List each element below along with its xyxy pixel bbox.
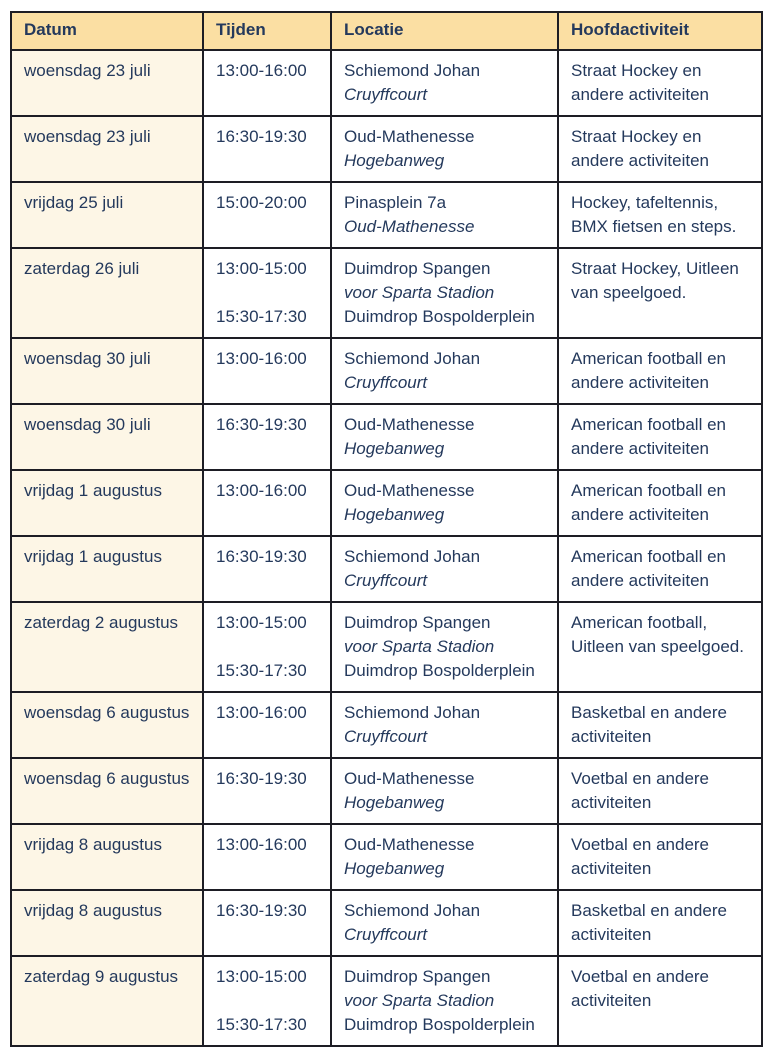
cell-line: 13:00-16:00	[216, 349, 307, 368]
cell-line	[216, 989, 318, 1013]
times-cell	[203, 692, 331, 758]
header-cell-locatie: Locatie	[331, 12, 558, 50]
cell-line: Duimdrop Spangen	[344, 613, 491, 632]
table-row	[11, 956, 762, 1046]
cell-line: 15:30-17:30	[216, 307, 307, 326]
date-cell: vrijdag 8 augustus	[11, 890, 203, 956]
location-sub-line: Cruyffcourt	[344, 373, 428, 392]
schedule-table-header	[11, 12, 762, 50]
table-row	[11, 338, 762, 404]
cell-line	[216, 635, 318, 659]
cell-line: 16:30-19:30	[216, 769, 307, 788]
location-sub-line: voor Sparta Stadion	[344, 283, 495, 302]
cell-line: Duimdrop Bospolderplein	[344, 1015, 535, 1034]
activity-cell: Hockey, tafeltennis, BMX fietsen en steps.	[558, 182, 762, 248]
activity-cell: Straat Hockey en andere activiteiten	[558, 116, 762, 182]
date-cell: woensdag 6 augustus	[11, 692, 203, 758]
cell-line: Oud-Mathenesse	[344, 481, 475, 500]
cell-line: Duimdrop Spangen	[344, 259, 491, 278]
table-row	[11, 824, 762, 890]
activity-cell: Voetbal en andere activiteiten	[558, 956, 762, 1046]
activity-cell: American football en andere activiteiten	[558, 536, 762, 602]
date-cell: woensdag 23 juli	[11, 50, 203, 116]
location-sub-line: Cruyffcourt	[344, 571, 428, 590]
schedule-table-body	[11, 50, 762, 1046]
cell-line: 15:00-20:00	[216, 193, 307, 212]
cell-line	[216, 281, 318, 305]
location-cell	[331, 536, 558, 602]
date-cell: vrijdag 25 juli	[11, 182, 203, 248]
header-row	[11, 12, 762, 50]
activity-cell: Straat Hockey, Uitleen van speelgoed.	[558, 248, 762, 338]
times-cell	[203, 404, 331, 470]
times-cell	[203, 536, 331, 602]
date-cell: zaterdag 2 augustus	[11, 602, 203, 692]
activity-cell: American football en andere activiteiten	[558, 470, 762, 536]
table-row	[11, 404, 762, 470]
location-cell	[331, 890, 558, 956]
location-cell	[331, 956, 558, 1046]
date-cell: vrijdag 1 augustus	[11, 470, 203, 536]
location-cell	[331, 182, 558, 248]
cell-line: 16:30-19:30	[216, 415, 307, 434]
location-sub-line: Cruyffcourt	[344, 85, 428, 104]
header-cell-tijden: Tijden	[203, 12, 331, 50]
location-sub-line: Hogebanweg	[344, 151, 445, 170]
times-cell	[203, 956, 331, 1046]
cell-line: 15:30-17:30	[216, 1015, 307, 1034]
cell-line: 16:30-19:30	[216, 901, 307, 920]
times-cell	[203, 116, 331, 182]
date-cell: woensdag 23 juli	[11, 116, 203, 182]
table-row	[11, 758, 762, 824]
date-cell: woensdag 30 juli	[11, 404, 203, 470]
schedule-table	[10, 11, 763, 1047]
cell-line: Pinasplein 7a	[344, 193, 447, 212]
cell-line: Oud-Mathenesse	[344, 835, 475, 854]
cell-line: Duimdrop Bospolderplein	[344, 307, 535, 326]
activity-cell: American football en andere activiteiten	[558, 338, 762, 404]
cell-line: 13:00-16:00	[216, 703, 307, 722]
location-cell	[331, 248, 558, 338]
cell-line: Oud-Mathenesse	[344, 127, 475, 146]
cell-line: Schiemond Johan	[344, 901, 481, 920]
header-cell-datum: Datum	[11, 12, 203, 50]
location-sub-line: Cruyffcourt	[344, 925, 428, 944]
date-cell: zaterdag 9 augustus	[11, 956, 203, 1046]
cell-line: 13:00-15:00	[216, 259, 307, 278]
location-sub-line: Oud-Mathenesse	[344, 217, 475, 236]
location-cell	[331, 602, 558, 692]
cell-line: 15:30-17:30	[216, 661, 307, 680]
table-row	[11, 536, 762, 602]
location-sub-line: Hogebanweg	[344, 505, 445, 524]
activity-cell: Voetbal en andere activiteiten	[558, 758, 762, 824]
times-cell	[203, 470, 331, 536]
date-cell: vrijdag 1 augustus	[11, 536, 203, 602]
location-cell	[331, 758, 558, 824]
header-cell-hoofdactiviteit: Hoofdactiviteit	[558, 12, 762, 50]
cell-line: 13:00-16:00	[216, 61, 307, 80]
table-row	[11, 470, 762, 536]
table-row	[11, 50, 762, 116]
times-cell	[203, 338, 331, 404]
location-sub-line: Hogebanweg	[344, 859, 445, 878]
cell-line: Duimdrop Bospolderplein	[344, 661, 535, 680]
location-cell	[331, 470, 558, 536]
cell-line: 13:00-15:00	[216, 967, 307, 986]
times-cell	[203, 824, 331, 890]
cell-line: Oud-Mathenesse	[344, 415, 475, 434]
activity-cell: Basketbal en andere activiteiten	[558, 692, 762, 758]
date-cell: woensdag 6 augustus	[11, 758, 203, 824]
activity-cell: Basketbal en andere activiteiten	[558, 890, 762, 956]
times-cell	[203, 182, 331, 248]
cell-line: Schiemond Johan	[344, 547, 481, 566]
activity-cell: American football en andere activiteiten	[558, 404, 762, 470]
cell-line: Oud-Mathenesse	[344, 769, 475, 788]
location-cell	[331, 338, 558, 404]
cell-line: 13:00-15:00	[216, 613, 307, 632]
location-sub-line: Hogebanweg	[344, 793, 445, 812]
date-cell: zaterdag 26 juli	[11, 248, 203, 338]
cell-line: Duimdrop Spangen	[344, 967, 491, 986]
table-row	[11, 890, 762, 956]
cell-line: 13:00-16:00	[216, 481, 307, 500]
date-cell: woensdag 30 juli	[11, 338, 203, 404]
location-cell	[331, 116, 558, 182]
cell-line: 16:30-19:30	[216, 547, 307, 566]
activity-cell: Straat Hockey en andere activiteiten	[558, 50, 762, 116]
times-cell	[203, 758, 331, 824]
times-cell	[203, 50, 331, 116]
activity-cell: Voetbal en andere activiteiten	[558, 824, 762, 890]
location-sub-line: voor Sparta Stadion	[344, 637, 495, 656]
location-sub-line: Hogebanweg	[344, 439, 445, 458]
location-cell	[331, 404, 558, 470]
cell-line: Schiemond Johan	[344, 61, 481, 80]
table-row	[11, 116, 762, 182]
table-row	[11, 182, 762, 248]
location-sub-line: Cruyffcourt	[344, 727, 428, 746]
location-cell	[331, 50, 558, 116]
cell-line: Schiemond Johan	[344, 703, 481, 722]
times-cell	[203, 890, 331, 956]
location-cell	[331, 692, 558, 758]
location-sub-line: voor Sparta Stadion	[344, 991, 495, 1010]
date-cell: vrijdag 8 augustus	[11, 824, 203, 890]
activity-cell: American football, Uitleen van speelgoed.	[558, 602, 762, 692]
times-cell	[203, 248, 331, 338]
table-row	[11, 602, 762, 692]
table-row	[11, 248, 762, 338]
table-row	[11, 692, 762, 758]
cell-line: 16:30-19:30	[216, 127, 307, 146]
cell-line: 13:00-16:00	[216, 835, 307, 854]
location-cell	[331, 824, 558, 890]
times-cell	[203, 602, 331, 692]
cell-line: Schiemond Johan	[344, 349, 481, 368]
